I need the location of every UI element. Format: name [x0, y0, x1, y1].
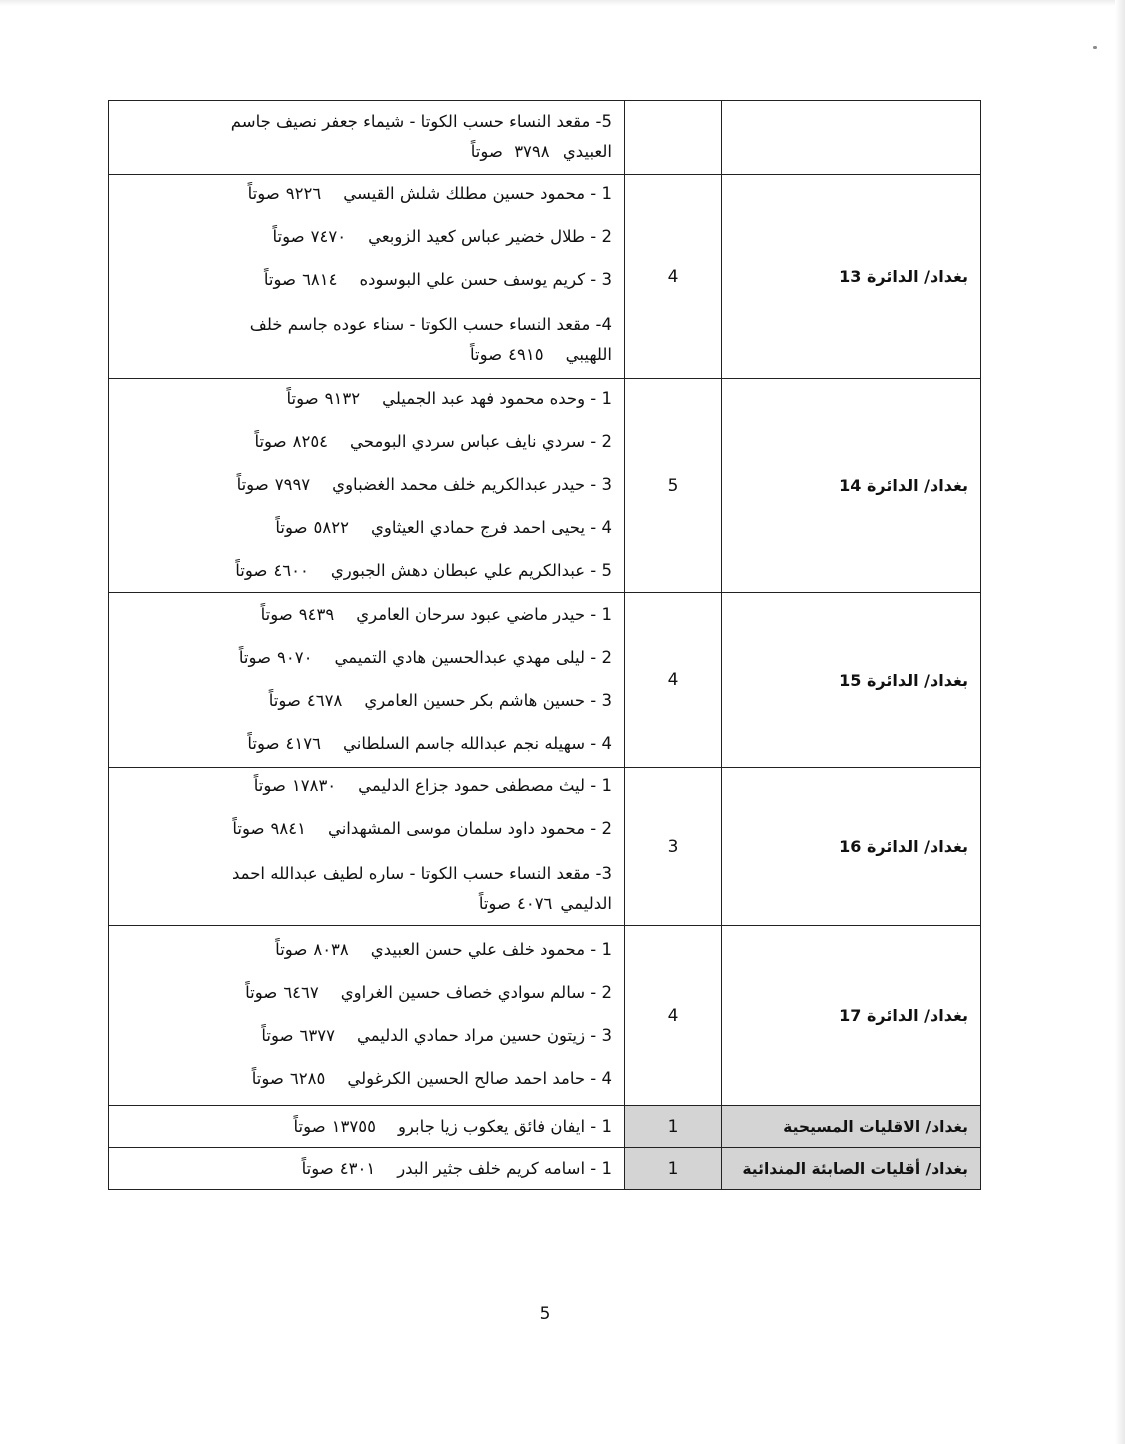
- candidate-entry: [117, 224, 612, 250]
- vote-unit: صوتاً: [286, 388, 319, 408]
- candidate-name: 1 - ليث مصطفى حمود جزاع الدليمي: [358, 775, 612, 795]
- vote-count: ٣٧٩٨: [514, 141, 550, 161]
- page-top-shadow: [0, 0, 1125, 6]
- vote-count: ٩٨٤١: [270, 818, 306, 838]
- candidate-entry: [117, 429, 612, 455]
- vote-unit: صوتاً: [470, 141, 503, 161]
- vote-count: ٤٦٠٠: [273, 560, 309, 580]
- vote-count: ١٣٧٥٥: [331, 1116, 376, 1136]
- vote-unit: صوتاً: [235, 560, 268, 580]
- vote-count: ٩٢٢٦: [285, 184, 322, 203]
- vote-unit: صوتاً: [254, 431, 287, 451]
- vote-unit: صوتاً: [247, 184, 280, 203]
- candidate-name: 1 - ايفان فائق يعكوب زيا جابرو: [397, 1116, 612, 1136]
- candidate-list: [109, 768, 625, 926]
- candidate-entry: [117, 515, 612, 541]
- candidate-list: [109, 593, 625, 768]
- vote-unit: صوتاً: [232, 818, 265, 838]
- vote-unit: صوتاً: [245, 983, 278, 1002]
- candidate-name: 1 - اسامه كريم خلف جثير البدر: [397, 1158, 612, 1178]
- candidate-name: 4- مقعد النساء حسب الكوتا - سناء عوده جاسم خلف اللهيبي: [249, 315, 612, 364]
- vote-unit: صوتاً: [293, 1116, 326, 1136]
- vote-count: ٩٤٣٩: [298, 604, 335, 624]
- vote-unit: صوتاً: [238, 647, 271, 667]
- candidate-entry: [117, 731, 612, 757]
- vote-count: ٩٠٧٠: [276, 647, 313, 667]
- seat-count: 1: [625, 1106, 722, 1148]
- candidate-entry: [117, 773, 612, 799]
- candidate-entry: [117, 816, 612, 842]
- vote-unit: صوتاً: [268, 690, 301, 710]
- candidate-entry: [117, 859, 612, 919]
- vote-unit: صوتاً: [253, 775, 286, 795]
- vote-count: ٦٢٨٥: [289, 1069, 326, 1088]
- vote-unit: صوتاً: [275, 940, 308, 959]
- seat-count: 4: [625, 175, 722, 379]
- vote-count: ٤١٧٦: [285, 733, 321, 753]
- vote-count: ٤٠٧٦: [516, 893, 553, 913]
- vote-unit: صوتاً: [247, 733, 280, 753]
- table-row: [109, 1106, 981, 1148]
- candidate-name: 2 - محمود داود سلمان موسى المشهداني: [327, 818, 612, 838]
- vote-unit: صوتاً: [260, 604, 293, 624]
- vote-count: ٧٤٧٠: [310, 227, 347, 246]
- page-edge-shadow: [1115, 0, 1125, 1444]
- page-number: 5: [539, 1304, 551, 1324]
- candidate-entry: [117, 472, 612, 498]
- vote-count: ٩١٣٢: [324, 388, 361, 408]
- vote-unit: صوتاً: [301, 1158, 334, 1178]
- vote-count: ٦٣٧٧: [299, 1026, 335, 1045]
- candidate-name: 4 - سهيله نجم عبدالله جاسم السلطاني: [342, 733, 612, 753]
- vote-count: ٤٦٧٨: [306, 690, 343, 710]
- table-row: [109, 379, 981, 593]
- seat-count: 3: [625, 768, 722, 926]
- candidate-name: 1 - محمود خلف علي حسن العبيدي: [370, 940, 612, 959]
- candidate-entry: [117, 688, 612, 714]
- candidate-list: [109, 101, 625, 175]
- vote-unit: صوتاً: [261, 1026, 294, 1045]
- candidate-name: 2 - سالم سوادي خصاف حسين الغراوي: [340, 983, 612, 1002]
- vote-unit: صوتاً: [236, 474, 269, 494]
- candidate-entry: [117, 1114, 612, 1140]
- district-name: بغداد/ الدائرة 15: [722, 593, 981, 768]
- district-name: بغداد/ الاقليات المسيحية: [722, 1106, 981, 1148]
- district-name: بغداد/ الدائرة 17: [722, 926, 981, 1106]
- table-row: [109, 175, 981, 379]
- vote-unit: صوتاً: [272, 227, 305, 246]
- candidate-entry: [117, 107, 612, 167]
- vote-unit: صوتاً: [251, 1069, 284, 1088]
- candidate-entry: [117, 310, 612, 370]
- candidate-name: 5 - عبدالكريم علي عبطان دهش الجبوري: [330, 560, 612, 580]
- vote-unit: صوتاً: [470, 345, 503, 364]
- vote-count: ٦٨١٤: [302, 270, 338, 289]
- candidate-list: [109, 1106, 625, 1148]
- scan-speck: [1093, 46, 1097, 49]
- vote-count: ٨٠٣٨: [313, 940, 349, 959]
- vote-count: ١٧٨٣٠: [291, 775, 337, 795]
- candidate-entry: [117, 980, 612, 1006]
- candidate-name: 1 - وحده محمود فهد عبد الجميلي: [382, 388, 612, 408]
- candidate-name: 1 - حيدر ماضي عبود سرحان العامري: [356, 604, 612, 624]
- candidate-name: 3- مقعد النساء حسب الكوتا - ساره لطيف عبدالله احمد الدليمي: [232, 863, 612, 913]
- vote-count: ٤٣٠١: [339, 1158, 376, 1178]
- candidate-entry: [117, 1156, 612, 1182]
- table-row: [109, 593, 981, 768]
- candidate-entry: [117, 386, 612, 412]
- vote-unit: صوتاً: [263, 270, 297, 289]
- candidate-name: 2 - ليلى مهدي عبدالحسين هادي التميمي: [334, 647, 612, 667]
- candidate-entry: [117, 937, 612, 963]
- candidate-name: 2 - سردي نايف عباس سردي البومحي: [350, 431, 612, 451]
- candidate-name: 2 - طلال خضير عباس كعيد الزوبعي: [368, 227, 612, 246]
- candidate-entry: [117, 1023, 612, 1049]
- seat-count: [625, 101, 722, 175]
- district-name: بغداد/ الدائرة 13: [722, 175, 981, 379]
- district-name: بغداد/ الدائرة 14: [722, 379, 981, 593]
- district-name: بغداد/ الدائرة 16: [722, 768, 981, 926]
- candidate-list: [109, 1148, 625, 1190]
- election-results-table: [108, 100, 981, 1190]
- seat-count: 4: [625, 926, 722, 1106]
- candidate-name: 4 - يحيى احمد فرج حمادي العيثاوي: [371, 517, 612, 537]
- district-name: بغداد/ أقليات الصابئة المندائية: [722, 1148, 981, 1190]
- candidate-name: 5- مقعد النساء حسب الكوتا - شيماء جعفر نصيف جاسم العبيدي: [230, 111, 612, 161]
- candidate-entry: [117, 558, 612, 584]
- candidate-list: [109, 926, 625, 1106]
- candidate-name: 4 - حامد احمد صالح الحسين الكرغولي: [347, 1069, 612, 1088]
- candidate-name: 3 - زيتون حسين مراد حمادي الدليمي: [356, 1026, 612, 1045]
- candidate-entry: [117, 267, 612, 293]
- vote-count: ٨٢٥٤: [292, 431, 329, 451]
- candidate-name: 3 - حيدر عبدالكريم خلف محمد الغضباوي: [332, 474, 612, 494]
- table-row: [109, 926, 981, 1106]
- district-name: [722, 101, 981, 175]
- vote-count: ٥٨٢٢: [313, 517, 349, 537]
- candidate-entry: [117, 645, 612, 671]
- candidate-entry: [117, 1066, 612, 1092]
- vote-count: ٤٩١٥: [508, 345, 544, 364]
- seat-count: 1: [625, 1148, 722, 1190]
- table-row: [109, 101, 981, 175]
- candidate-entry: [117, 602, 612, 628]
- candidate-name: 3 - حسين هاشم بكر حسين العامري: [364, 690, 612, 710]
- vote-unit: صوتاً: [275, 517, 308, 537]
- vote-unit: صوتاً: [478, 893, 511, 913]
- seat-count: 4: [625, 593, 722, 768]
- vote-count: ٧٩٩٧: [274, 474, 311, 494]
- candidate-name: 3 - كريم يوسف حسن علي البوسوده: [359, 270, 612, 289]
- table-row: [109, 1148, 981, 1190]
- candidate-list: [109, 175, 625, 379]
- vote-count: ٦٤٦٧: [283, 983, 319, 1002]
- candidate-list: [109, 379, 625, 593]
- table-row: [109, 768, 981, 926]
- seat-count: 5: [625, 379, 722, 593]
- candidate-name: 1 - محمود حسين مطلك شلش القيسي: [343, 184, 612, 203]
- candidate-entry: [117, 181, 612, 207]
